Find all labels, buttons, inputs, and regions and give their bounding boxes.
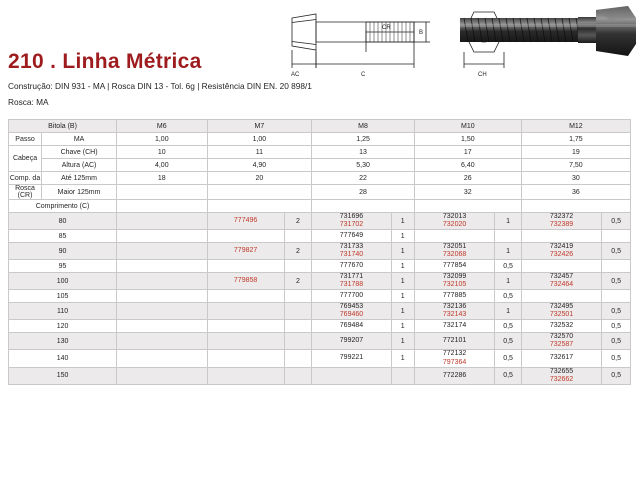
bolt-photo [460,4,636,62]
code-value: 732020 [442,221,467,229]
cell-m8-qty: 1 [391,243,414,260]
code-value: 799207 [339,337,364,345]
code-value: 732655 [549,367,574,375]
row-length: 100 [9,273,117,290]
cell-m12-qty [602,260,631,273]
code-value: 732099 [442,273,467,281]
cell-m8-qty: 1 [391,320,414,333]
cell-m8 [312,290,391,303]
spec-value-passo-m8: 1,25 [312,133,415,146]
table-row [9,290,631,303]
cell-m10-qty: 1 [495,243,521,260]
spec-value-chave-m6: 10 [117,146,207,159]
cell-m12-qty: 0,5 [602,303,631,320]
cell-m8-qty: 1 [391,333,414,350]
code-value: 731733 [339,243,364,251]
cell-m6 [117,333,207,350]
spec-value-chave-m10: 17 [414,146,521,159]
cell-m12-qty: 0,5 [602,350,631,367]
spec-value-passo-m12: 1,75 [521,133,630,146]
cell-m8 [312,260,391,273]
cell-m10 [414,350,495,367]
spec-value-altura-m6: 4,00 [117,159,207,172]
cell-m12-qty: 0,5 [602,320,631,333]
column-header-m12: M12 [521,120,630,133]
cell-m7 [207,273,284,290]
cell-m10 [414,213,495,230]
table-row [9,230,631,243]
code-value: 777700 [339,292,364,300]
code-value: 732143 [442,311,467,319]
spec-value-ate125-m6: 18 [117,172,207,185]
cell-m8-qty: 1 [391,273,414,290]
cell-m12 [521,320,602,333]
cell-m12-qty: 0,5 [602,333,631,350]
code-value: 769460 [339,311,364,319]
spec-group-cabeca: Cabeça [9,146,42,172]
row-length: 90 [9,243,117,260]
cell-m10-qty: 1 [495,303,521,320]
table-row [9,320,631,333]
code-value: 777496 [233,217,258,225]
spec-group-comp-da: Comp. da [9,172,42,185]
cell-m6 [117,320,207,333]
cell-m8-qty: 1 [391,230,414,243]
column-header-m10: M10 [414,120,521,133]
cell-m10-qty: 0,5 [495,350,521,367]
construction-spec: Construção: DIN 931 - MA | Rosca DIN 13 - Tol. 6g | Resistência DIN EN. 20 898/1 [8,81,312,91]
cell-m12-qty: 0,5 [602,213,631,230]
code-value: 731740 [339,251,364,259]
cell-m10 [414,230,495,243]
code-value: 777854 [442,262,467,270]
cell-m8-qty [391,367,414,384]
row-length: 120 [9,320,117,333]
cell-m12-qty: 0,5 [602,367,631,384]
cell-m6 [117,350,207,367]
code-value: 731696 [339,213,364,220]
code-value: 769453 [339,303,364,311]
cell-m10-qty: 1 [495,213,521,230]
spec-label-maior125: Maior 125mm [42,185,117,200]
code-value: 732501 [549,311,574,319]
cell-m10 [414,243,495,260]
spec-value-maior125-m10: 32 [414,185,521,200]
specification-table [8,119,631,385]
cell-m12 [521,290,602,303]
cell-m12-qty [602,290,631,303]
dimension-label-cr: CR [382,25,391,31]
cell-m12 [521,230,602,243]
spec-value-altura-m12: 7,50 [521,159,630,172]
cell-m8 [312,350,391,367]
cell-m8 [312,333,391,350]
spec-row-ate125 [9,172,631,185]
column-header-m8: M8 [312,120,415,133]
cell-m10-qty: 0,5 [495,320,521,333]
spec-group-rosca-cr: Rosca (CR) [9,185,42,200]
code-value: 732457 [549,273,574,281]
dimension-label-c: C [361,72,366,78]
cell-m7-qty [284,260,312,273]
spec-group-passo: Passo [9,133,42,146]
code-value: 732174 [442,322,467,330]
table-row [9,367,631,384]
code-value: 797364 [442,358,467,366]
spec-value-ate125-m7: 20 [207,172,312,185]
cell-m8 [312,230,391,243]
code-value: 777885 [442,292,467,300]
cell-m7 [207,230,284,243]
row-length: 105 [9,290,117,303]
cell-m10-qty: 0,5 [495,290,521,303]
code-value: 772101 [442,337,467,345]
spec-value-maior125-m8: 28 [312,185,415,200]
column-header-bitola: Bitola (B) [9,120,117,133]
cell-m7 [207,290,284,303]
title-block [8,50,312,107]
table-row [9,273,631,290]
spec-value-maior125-m12: 36 [521,185,630,200]
cell-m12-qty: 0,5 [602,243,631,260]
code-value: 779827 [233,247,258,255]
row-length: 85 [9,230,117,243]
cell-m10-qty: 0,5 [495,367,521,384]
cell-m7 [207,350,284,367]
cell-m7 [207,333,284,350]
dimension-label-ch: CH [478,72,487,78]
cell-m7-qty: 2 [284,213,312,230]
code-value: 732068 [442,251,467,259]
spec-label-ma: MA [42,133,117,146]
cell-m7 [207,260,284,273]
cell-m7-qty: 2 [284,243,312,260]
cell-m10 [414,303,495,320]
code-value: 769484 [339,322,364,330]
spec-value-chave-m8: 13 [312,146,415,159]
cell-m6 [117,273,207,290]
spec-value-maior125-m6 [117,185,207,200]
cell-m10 [414,367,495,384]
code-value: 777649 [339,232,364,240]
cell-m12 [521,243,602,260]
code-value: 777670 [339,262,364,270]
spec-label-chave: Chave (CH) [42,146,117,159]
code-value: 772132 [442,350,467,358]
cell-m7-qty [284,290,312,303]
cell-m7-qty [284,320,312,333]
cell-m8 [312,303,391,320]
spec-row-chave [9,146,631,159]
code-value: 731788 [339,281,364,289]
spec-value-altura-m10: 6,40 [414,159,521,172]
spec-row-maior125 [9,185,631,200]
spec-row-altura [9,159,631,172]
cell-m12 [521,213,602,230]
cell-m6 [117,367,207,384]
cell-m8 [312,273,391,290]
cell-m7 [207,367,284,384]
cell-m8 [312,243,391,260]
cell-m10 [414,320,495,333]
spec-value-maior125-m7 [207,185,312,200]
cell-m6 [117,230,207,243]
cell-m12 [521,303,602,320]
spec-value-chave-m7: 11 [207,146,312,159]
cell-m7 [207,320,284,333]
cell-m7 [207,213,284,230]
code-value: 732389 [549,221,574,229]
cell-m12-qty: 0,5 [602,273,631,290]
row-length: 80 [9,213,117,230]
thread-spec: Rosca: MA [8,97,49,107]
spec-value-ate125-m8: 22 [312,172,415,185]
code-value: 732570 [549,333,574,341]
cell-m7-qty [284,367,312,384]
cell-m12 [521,350,602,367]
cell-m6 [117,290,207,303]
cell-m6 [117,303,207,320]
cell-m10 [414,290,495,303]
row-length: 130 [9,333,117,350]
cell-m10 [414,333,495,350]
code-value: 732495 [549,303,574,311]
spec-value-altura-m7: 4,90 [207,159,312,172]
spec-value-passo-m7: 1,00 [207,133,312,146]
table-header-row [9,120,631,133]
cell-m12-qty [602,230,631,243]
cell-m7-qty [284,333,312,350]
cell-m7-qty [284,303,312,320]
code-value: 732426 [549,251,574,259]
cell-m8-qty: 1 [391,290,414,303]
code-value: 732136 [442,303,467,311]
bolt-photo-svg [460,4,636,62]
cell-m8-qty: 1 [391,213,414,230]
spec-label-altura: Altura (AC) [42,159,117,172]
cell-m10-qty [495,230,521,243]
cell-m6 [117,213,207,230]
code-value: 732105 [442,281,467,289]
row-length: 95 [9,260,117,273]
code-value: 732013 [442,213,467,220]
spec-value-altura-m8: 5,30 [312,159,415,172]
cell-m7 [207,243,284,260]
code-value: 732532 [549,322,574,330]
column-header-m7: M7 [207,120,312,133]
cell-m7-qty [284,230,312,243]
table-row [9,243,631,260]
cell-m12 [521,260,602,273]
spec-row-comprimento [9,200,631,213]
dimension-label-b: B [419,30,424,36]
cell-m10 [414,273,495,290]
row-length: 110 [9,303,117,320]
cell-m7 [207,303,284,320]
spec-label-comprimento: Comprimento (C) [9,200,117,213]
spec-row-passo [9,133,631,146]
page-title: 210 . Linha Métrica [8,50,202,73]
cell-m7-qty [284,350,312,367]
cell-m12 [521,273,602,290]
spec-value-passo-m6: 1,00 [117,133,207,146]
code-value: 731702 [339,221,364,229]
code-value: 779858 [233,277,258,285]
table-row [9,260,631,273]
cell-m7-qty: 2 [284,273,312,290]
cell-m8 [312,213,391,230]
cell-m6 [117,243,207,260]
row-length: 150 [9,367,117,384]
code-value: 732662 [549,375,574,383]
spec-value-chave-m12: 19 [521,146,630,159]
dimension-label-ac: AC [291,72,300,78]
cell-m8 [312,320,391,333]
spec-value-ate125-m10: 26 [414,172,521,185]
cell-m10-qty: 0,5 [495,260,521,273]
code-value: 799221 [339,354,364,362]
code-value: 731771 [339,273,364,281]
spec-value-passo-m10: 1,50 [414,133,521,146]
code-value: 732617 [549,354,574,362]
cell-m8-qty: 1 [391,303,414,320]
cell-m8-qty: 1 [391,260,414,273]
cell-m6 [117,260,207,273]
cell-m8-qty: 1 [391,350,414,367]
column-header-m6: M6 [117,120,207,133]
code-value: 732419 [549,243,574,251]
code-value: 732464 [549,281,574,289]
code-value: 732587 [549,341,574,349]
spec-label-ate125: Até 125mm [42,172,117,185]
code-value: 732372 [549,213,574,220]
table-row [9,303,631,320]
cell-m12 [521,333,602,350]
code-value: 732051 [442,243,467,251]
cell-m8 [312,367,391,384]
cell-m10-qty: 0,5 [495,333,521,350]
table-row [9,333,631,350]
table-row [9,213,631,230]
table-row [9,350,631,367]
row-length: 140 [9,350,117,367]
spec-value-ate125-m12: 30 [521,172,630,185]
cell-m10-qty: 1 [495,273,521,290]
cell-m10 [414,260,495,273]
cell-m12 [521,367,602,384]
code-value: 772286 [442,371,467,379]
